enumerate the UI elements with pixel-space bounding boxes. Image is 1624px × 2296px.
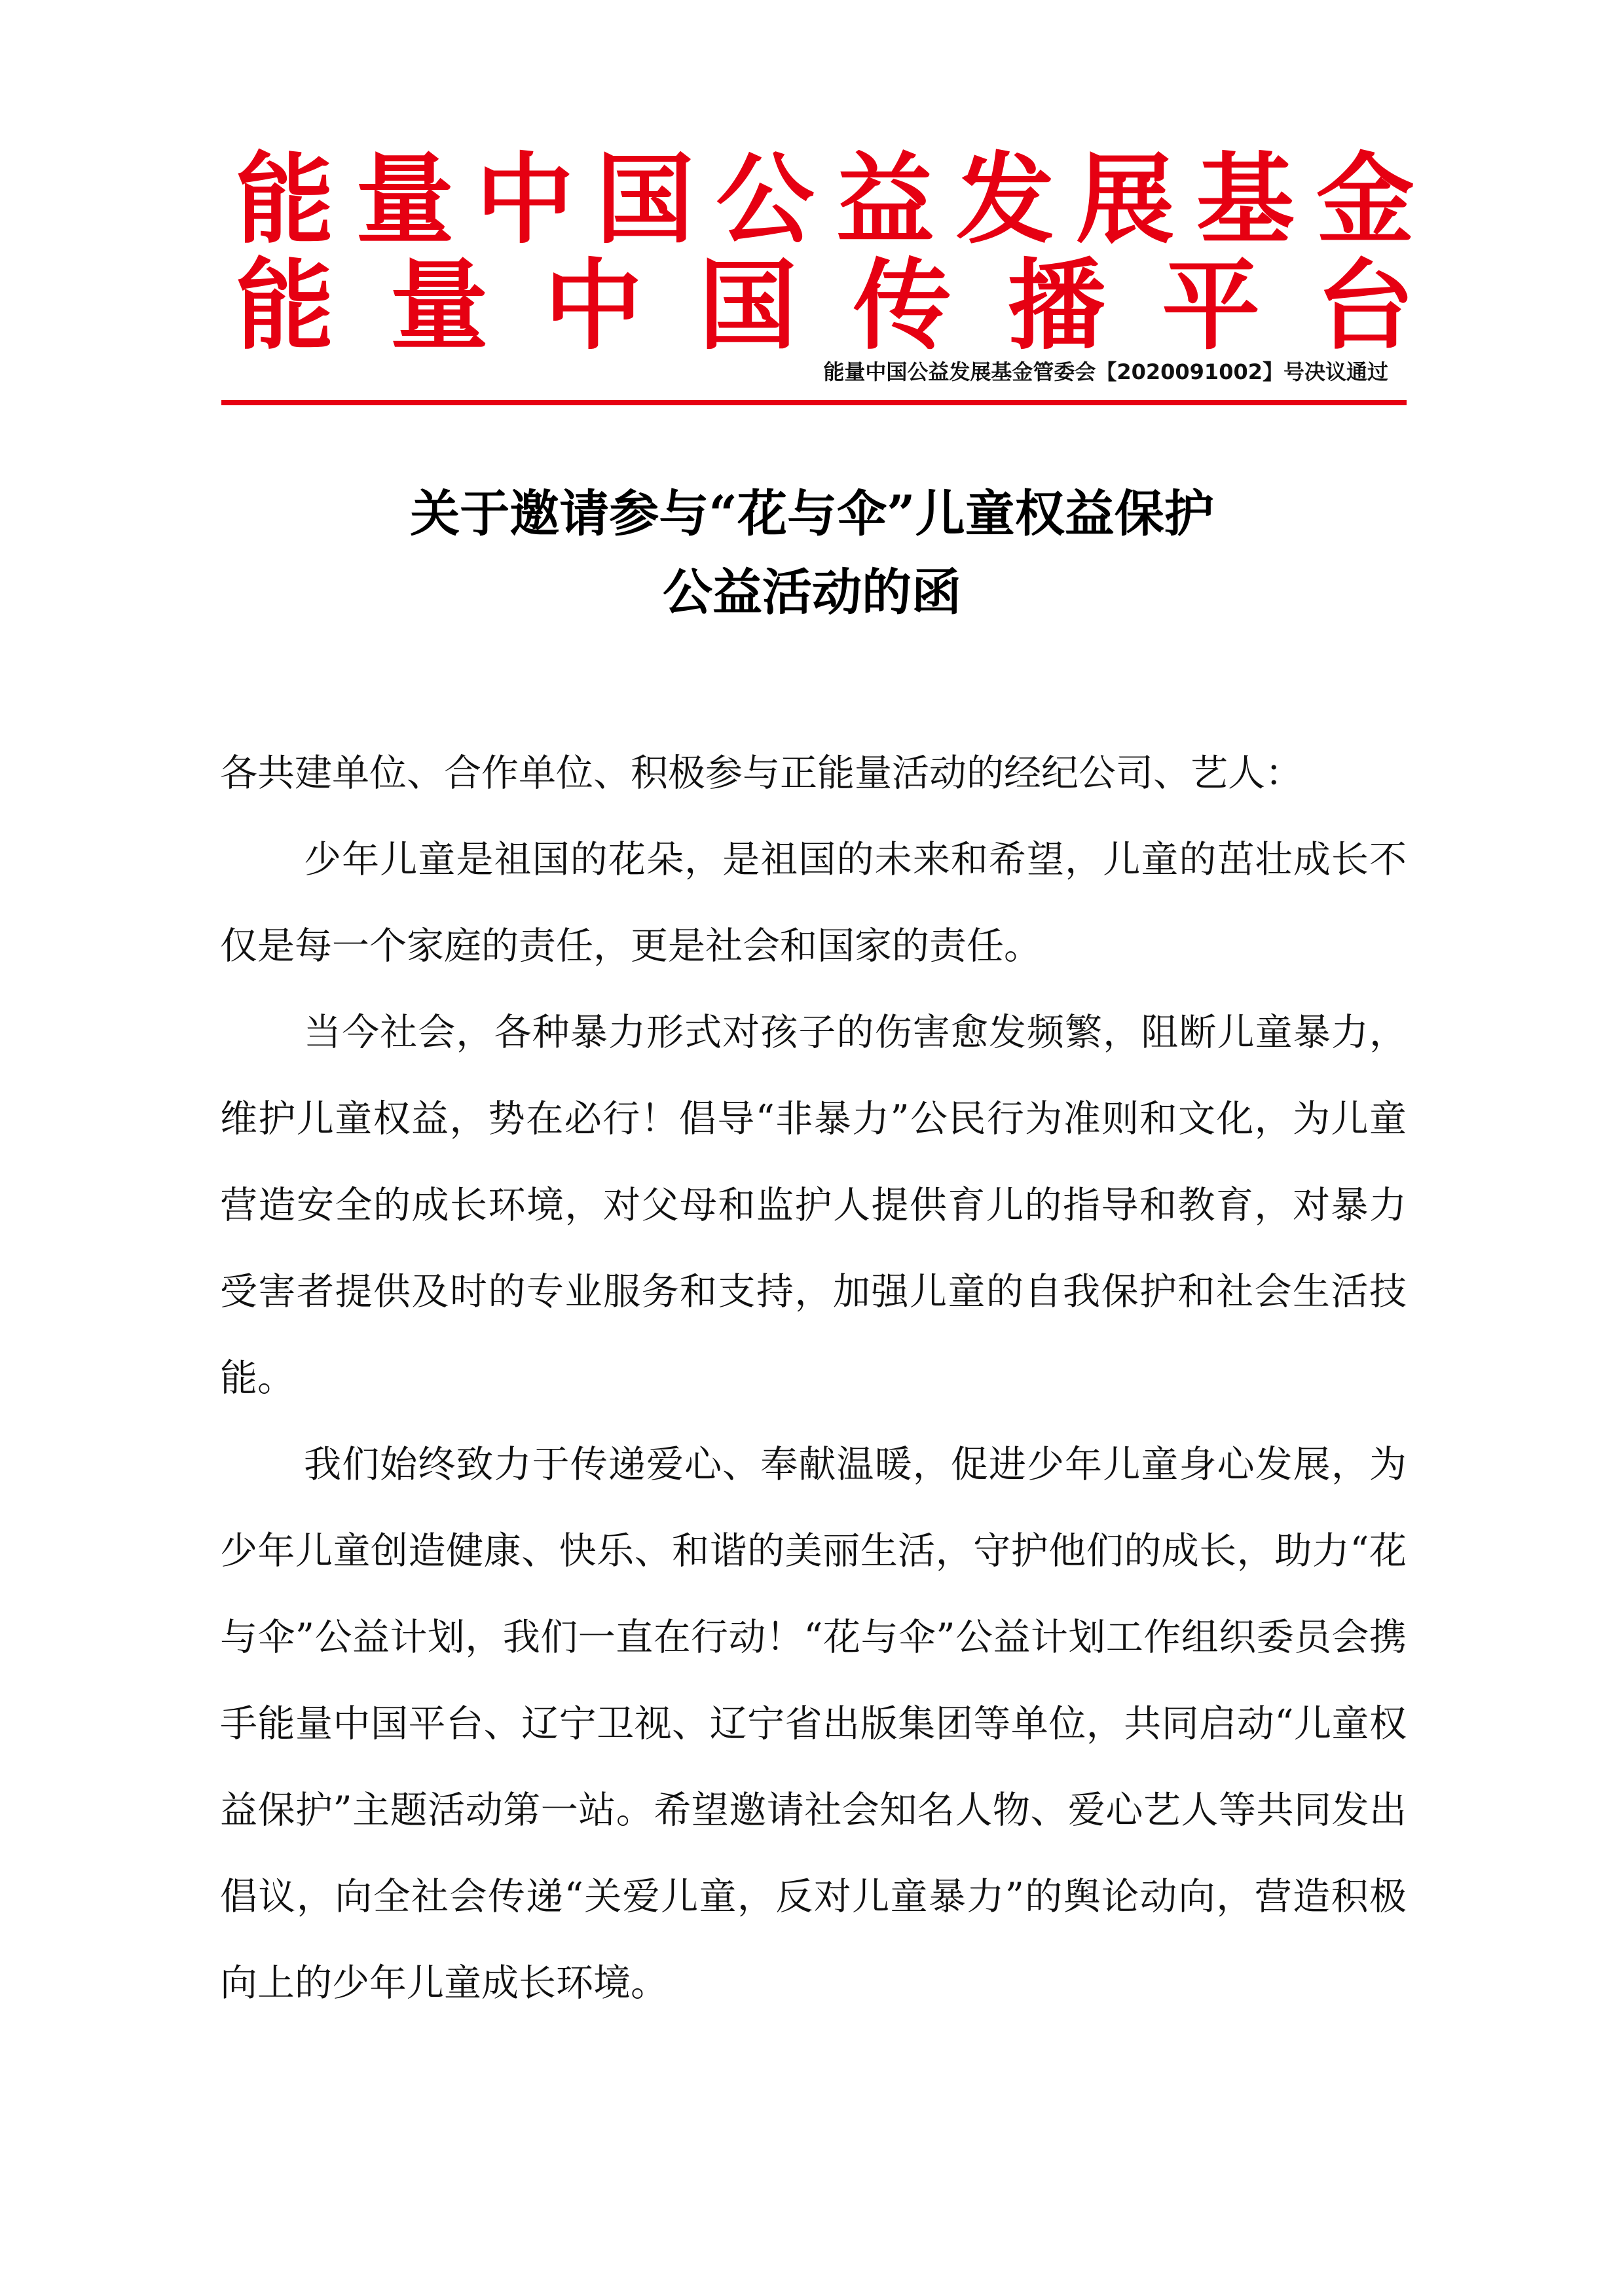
- body-paragraph-2: 当今社会，各种暴力形式对孩子的伤害愈发频繁，阻断儿童暴力，维护儿童权益，势在必行！倡导“非暴力”公民行为准则和文化，为儿童营造安全的成长环境，对父母和监护人提供育儿的指导和教育，对暴力受害者提供及时的专业服务和支持，加强儿童的自我保护和社会生活技能。: [220, 1011, 1407, 1400]
- letter-body: [220, 730, 1407, 2026]
- resolution-note: 能量中国公益发展基金管委会【2020091002】号决议通过: [823, 359, 1388, 384]
- salutation: 各共建单位、合作单位、积极参与正能量活动的经纪公司、艺人：: [220, 752, 1302, 795]
- org-name-foundation: 能量中国公益发展基金: [236, 142, 1414, 257]
- header-divider: [221, 400, 1407, 405]
- body-paragraph-1: 少年儿童是祖国的花朵，是祖国的未来和希望，儿童的茁壮成长不仅是每一个家庭的责任，更是社会和国家的责任。: [220, 838, 1407, 968]
- document-title-line-2: 公益活动的函: [663, 563, 961, 621]
- body-paragraph-3: 我们始终致力于传递爱心、奉献温暖，促进少年儿童身心发展，为少年儿童创造健康、快乐、和谐的美丽生活，守护他们的成长，助力“花与伞”公益计划，我们一直在行动！“花与伞”公益计划工作组织委员会携手能量中国平台、辽宁卫视、辽宁省出版集团等单位，共同启动“儿童权益保护”主题活动第一站。希望邀请社会知名人物、爱心艺人等共同发出倡议，向全社会传递“关爱儿童，反对儿童暴力”的舆论动向，营造积极向上的少年儿童成长环境。: [220, 1443, 1407, 2005]
- document-title-line-1: 关于邀请参与“花与伞”儿童权益保护: [410, 484, 1214, 543]
- org-name-platform: 能量中国传播平台: [236, 248, 1414, 363]
